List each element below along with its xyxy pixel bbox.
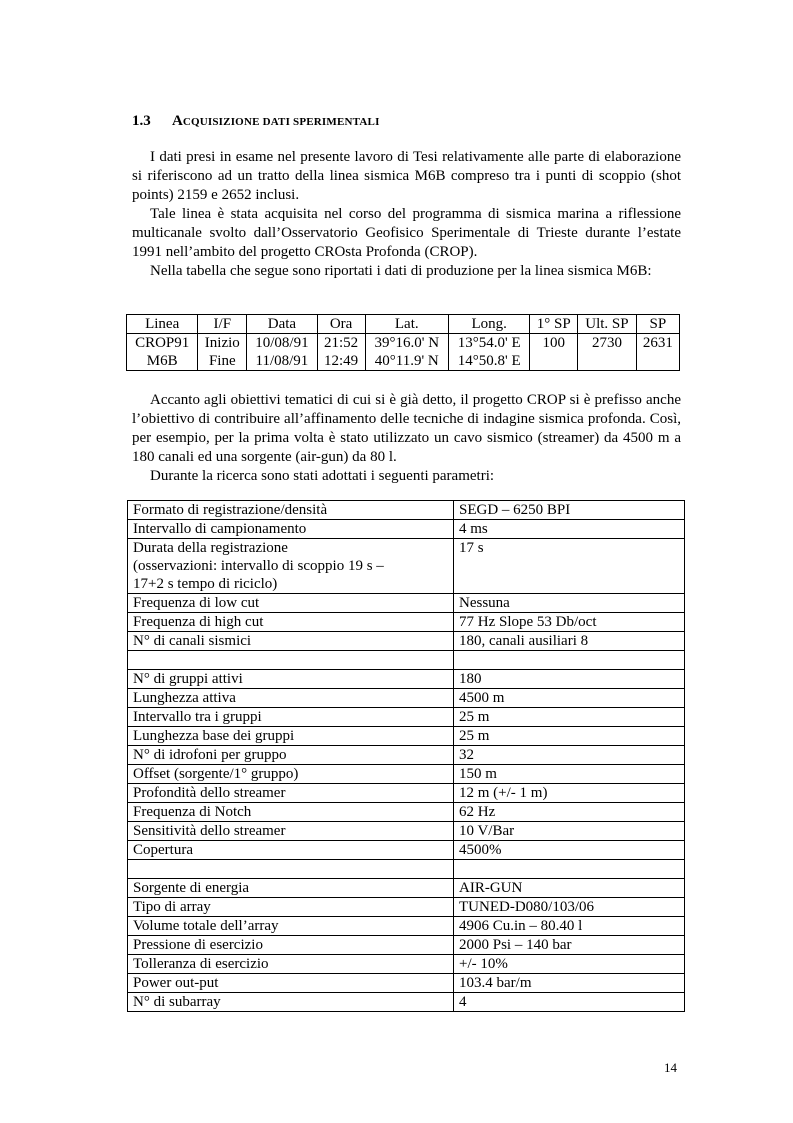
header-ora: Ora: [317, 315, 365, 334]
parameter-name: [128, 955, 454, 974]
parameter-name: [128, 974, 454, 993]
parameter-name: [128, 708, 454, 727]
parameter-name: [128, 539, 454, 594]
paragraph-1: I dati presi in esame nel presente lavoro di Tesi relativamente alle parte di elaborazione si riferiscono ad un tratto della linea sismica M6B compreso tra i punti di scoppio (shot points) 2159 e 2652 inclusi.: [132, 149, 681, 203]
parameter-name-text: Profondità dello streamer: [133, 785, 286, 801]
section-number: 1.3: [132, 113, 151, 129]
parameter-value: 25 m: [454, 727, 685, 746]
parameter-name: [128, 594, 454, 613]
parameter-name: [128, 689, 454, 708]
header-last-sp: Ult. SP: [578, 315, 637, 334]
parameter-row: [128, 613, 685, 632]
parameter-row: [128, 539, 685, 594]
parameter-value: Nessuna: [454, 594, 685, 613]
parameter-value: 180: [454, 670, 685, 689]
parameter-row: [128, 917, 685, 936]
long-end: 14°50.8' E: [457, 353, 521, 369]
sp-value: 2631: [642, 335, 673, 351]
parameter-name: [128, 936, 454, 955]
parameter-name: [128, 841, 454, 860]
section-title-initial: A: [172, 113, 183, 129]
parameter-name-text: N° di canali sismici: [133, 633, 252, 649]
parameter-value: 2000 Psi – 140 bar: [454, 936, 685, 955]
parameter-name-text: Intervallo di campionamento: [133, 521, 307, 537]
parameter-name-text: Copertura: [133, 842, 193, 858]
parameter-name: [128, 803, 454, 822]
if-start: Inizio: [204, 335, 240, 351]
header-long: Long.: [448, 315, 529, 334]
parameter-value: 103.4 bar/m: [454, 974, 685, 993]
parameter-row: [128, 727, 685, 746]
parameter-value: 10 V/Bar: [454, 822, 685, 841]
parameter-row: [128, 765, 685, 784]
cell-long: [448, 334, 529, 371]
if-end: Fine: [208, 353, 236, 369]
parameter-name-text: Tipo di array: [133, 899, 211, 915]
header-first-sp: 1° SP: [530, 315, 578, 334]
lat-start: 39°16.0' N: [374, 335, 440, 351]
time-end: 12:49: [324, 353, 359, 369]
parameter-name: [128, 632, 454, 651]
parameter-row: [128, 822, 685, 841]
parameter-name-text: Lunghezza attiva: [133, 690, 236, 706]
header-sp: SP: [636, 315, 679, 334]
parameter-name: [128, 784, 454, 803]
section-heading: [132, 113, 380, 130]
parameter-name: [128, 501, 454, 520]
parameter-value: +/- 10%: [454, 955, 685, 974]
parameter-row: [128, 898, 685, 917]
parameter-name-text: Lunghezza base dei gruppi: [133, 728, 295, 744]
parameter-row: [128, 974, 685, 993]
parameter-value: SEGD – 6250 BPI: [454, 501, 685, 520]
long-start: 13°54.0' E: [457, 335, 521, 351]
paragraph-4: Accanto agli obiettivi tematici di cui si è già detto, il progetto CROP si è prefisso anche l’obiettivo di contribuire all’affinamento delle tecniche di indagine sismica profonda. Così, per esempio, per la prima volta è stato utilizzato un cavo sismico (streamer) da 4500 m a 180 canali ed una sorgente (air-gun) da 80 l.: [132, 392, 681, 465]
parameter-row: [128, 708, 685, 727]
paragraph-3: Nella tabella che segue sono riportati i dati di produzione per la linea sismica M6B:: [150, 263, 652, 279]
production-table-row: [127, 334, 680, 371]
parameter-name: [128, 613, 454, 632]
production-table-header: [127, 315, 680, 334]
parameter-name-text: Frequenza di Notch: [133, 804, 252, 820]
parameter-name-text: Formato di registrazione/densità: [133, 502, 328, 518]
parameter-name: [128, 651, 454, 670]
parameter-name-text: Power out-put: [133, 975, 219, 991]
parameters-table: [127, 500, 685, 1012]
parameter-name-text: Tolleranza di esercizio: [133, 956, 269, 972]
parameter-name-text: Volume totale dell’array: [133, 918, 279, 934]
date-start: 10/08/91: [255, 335, 309, 351]
cell-lat: [365, 334, 448, 371]
cell-linea: [127, 334, 198, 371]
linea-line-1: CROP91: [135, 335, 190, 351]
parameter-name: [128, 879, 454, 898]
parameter-row: [128, 689, 685, 708]
parameter-row: [128, 841, 685, 860]
parameter-name-text: N° di gruppi attivi: [133, 671, 243, 687]
parameter-value: 12 m (+/- 1 m): [454, 784, 685, 803]
body-text: [132, 391, 681, 486]
parameter-name-text: Frequenza di low cut: [133, 595, 260, 611]
parameter-row: [128, 746, 685, 765]
parameter-name: [128, 765, 454, 784]
lat-end: 40°11.9' N: [374, 353, 439, 369]
parameter-value: [454, 651, 685, 670]
parameter-value: 150 m: [454, 765, 685, 784]
cell-sp: [636, 334, 679, 371]
parameter-name: [128, 822, 454, 841]
parameter-row: [128, 594, 685, 613]
parameter-name: [128, 917, 454, 936]
header-lat: Lat.: [365, 315, 448, 334]
paragraph-2: Tale linea è stata acquisita nel corso del programma di sismica marina a riflessione multicanale svolto dall’Osservatorio Geofisico Sperimentale di Trieste durante l’estate 1991 nell’ambito del progetto CROsta Profonda (CROP).: [132, 206, 681, 260]
parameter-name-text: Intervallo tra i gruppi: [133, 709, 262, 725]
parameter-name-text: Pressione di esercizio: [133, 937, 263, 953]
parameter-value: TUNED-D080/103/06: [454, 898, 685, 917]
cell-data: [247, 334, 317, 371]
parameter-value: 62 Hz: [454, 803, 685, 822]
header-if: I/F: [198, 315, 247, 334]
parameter-value: 4500%: [454, 841, 685, 860]
cell-last-sp: [578, 334, 637, 371]
parameter-value: 4 ms: [454, 520, 685, 539]
parameter-row: [128, 670, 685, 689]
parameter-value: 4906 Cu.in – 80.40 l: [454, 917, 685, 936]
parameter-row: [128, 879, 685, 898]
parameter-spacer-row: [128, 860, 685, 879]
parameter-value: 25 m: [454, 708, 685, 727]
date-end: 11/08/91: [255, 353, 309, 369]
production-table: [126, 314, 680, 371]
parameter-name: [128, 860, 454, 879]
parameter-name-text: Offset (sorgente/1° gruppo): [133, 766, 299, 782]
parameter-row: [128, 632, 685, 651]
parameter-name: [128, 520, 454, 539]
parameter-row: [128, 803, 685, 822]
parameter-value: 17 s: [454, 539, 685, 594]
parameters-table-body: [128, 501, 685, 1012]
parameter-name-text: N° di subarray: [133, 994, 221, 1010]
parameter-row: [128, 501, 685, 520]
cell-if: [198, 334, 247, 371]
parameter-value: 77 Hz Slope 53 Db/oct: [454, 613, 685, 632]
page-number: 14: [664, 1060, 677, 1075]
parameter-value: [454, 860, 685, 879]
parameter-name-text: Sensitività dello streamer: [133, 823, 286, 839]
parameter-note-line: 17+2 s tempo di riciclo): [133, 576, 278, 592]
parameter-row: [128, 955, 685, 974]
parameter-name: [128, 670, 454, 689]
parameter-row: [128, 936, 685, 955]
parameter-row: [128, 993, 685, 1012]
parameter-value: AIR-GUN: [454, 879, 685, 898]
parameter-name-text: Durata della registrazione: [133, 540, 288, 556]
last-sp-value: 2730: [591, 335, 622, 351]
parameter-name: [128, 993, 454, 1012]
cell-first-sp: [530, 334, 578, 371]
header-linea: Linea: [127, 315, 198, 334]
parameter-value: 4: [454, 993, 685, 1012]
parameter-note-line: (osservazioni: intervallo di scoppio 19 s –: [133, 558, 384, 574]
parameter-name-text: N° di idrofoni per gruppo: [133, 747, 287, 763]
parameter-name: [128, 898, 454, 917]
cell-ora: [317, 334, 365, 371]
parameter-value: 180, canali ausiliari 8: [454, 632, 685, 651]
parameter-row: [128, 784, 685, 803]
parameter-name-text: Frequenza di high cut: [133, 614, 264, 630]
paragraph-5: Durante la ricerca sono stati adottati i seguenti parametri:: [150, 468, 495, 484]
header-data: Data: [247, 315, 317, 334]
parameter-name: [128, 746, 454, 765]
parameter-value: 32: [454, 746, 685, 765]
first-sp-value: 100: [542, 335, 565, 351]
parameter-value: 4500 m: [454, 689, 685, 708]
parameter-name-text: Sorgente di energia: [133, 880, 250, 896]
parameter-name: [128, 727, 454, 746]
parameter-spacer-row: [128, 651, 685, 670]
time-start: 21:52: [324, 335, 359, 351]
parameter-row: [128, 520, 685, 539]
linea-line-2: M6B: [146, 353, 178, 369]
intro-text: [132, 148, 681, 281]
section-title-rest: CQUISIZIONE DATI SPERIMENTALI: [182, 116, 380, 128]
